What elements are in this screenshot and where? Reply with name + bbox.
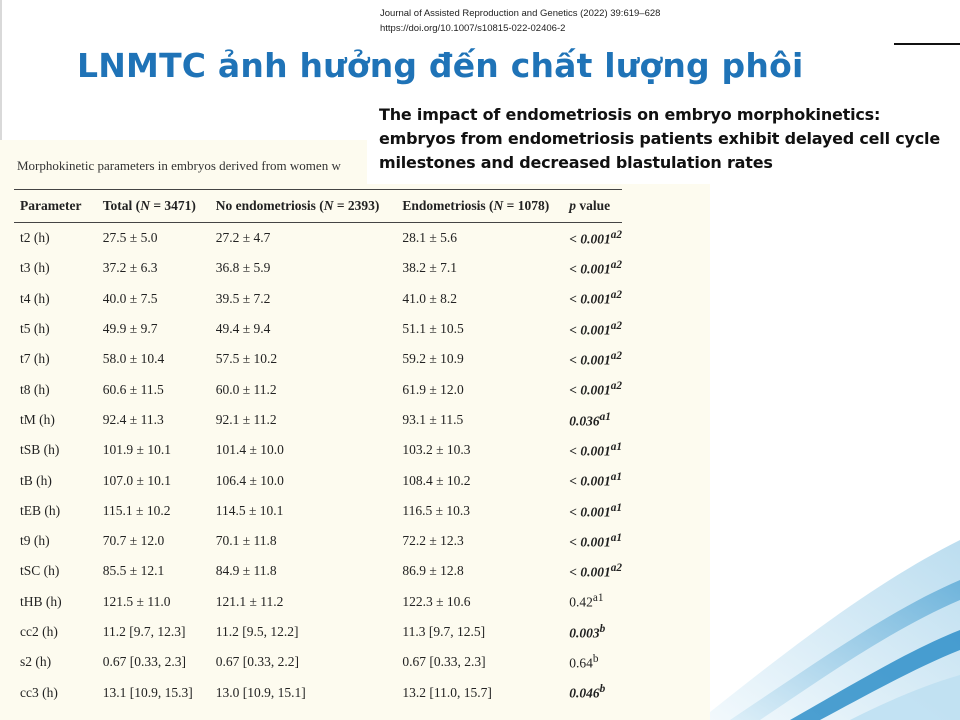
cell-parameter: tEB (h) [20,502,61,518]
cell-p-value [563,556,622,586]
p-value-footnote: a1 [610,440,622,453]
p-value-text: 0.64 [569,655,593,671]
p-value-text: < 0.001 [569,564,611,580]
table-caption: Morphokinetic parameters in embryos derived from women w [17,158,341,173]
morphokinetic-table [14,189,622,708]
p-value-text: < 0.001 [569,352,611,368]
cell-total: 60.6 ± 11.5 [102,381,164,397]
p-value-footnote: a2 [610,380,622,393]
table-row [14,526,622,556]
cell-endometriosis: 28.1 ± 5.6 [402,230,458,246]
cell-total: 107.0 ± 10.1 [102,472,171,488]
cell-no-endometriosis: 60.0 ± 11.2 [215,381,277,397]
table-header-row [14,190,622,223]
cell-total: 70.7 ± 12.0 [102,533,165,549]
cell-parameter: cc3 (h) [20,684,58,700]
cell-total: 37.2 ± 6.3 [102,260,158,276]
cell-no-endometriosis: 92.1 ± 11.2 [215,411,277,427]
cell-p-value [563,526,622,556]
p-value-footnote: a2 [610,562,622,575]
table-row [14,617,622,647]
cell-no-endometriosis: 70.1 ± 11.8 [215,533,277,549]
p-value-text: < 0.001 [569,231,611,247]
slide-title: LNMTC ảnh hưởng đến chất lượng phôi [77,46,804,85]
p-value-text: < 0.001 [569,534,611,550]
p-value-footnote: a2 [610,259,622,272]
cell-total: 40.0 ± 7.5 [102,290,158,306]
cell-total: 13.1 [10.9, 15.3] [102,684,193,700]
cell-p-value [563,587,622,617]
cell-no-endometriosis: 36.8 ± 5.9 [215,260,271,276]
cell-total: 101.9 ± 10.1 [102,442,171,458]
cell-p-value [563,253,622,283]
cell-no-endometriosis: 106.4 ± 10.0 [215,472,284,488]
table-row [14,405,622,435]
cell-parameter: t9 (h) [20,533,50,549]
cell-p-value [563,617,622,647]
p-value-footnote: a2 [610,319,622,332]
p-value-footnote: a1 [610,531,622,544]
cell-endometriosis: 41.0 ± 8.2 [402,290,458,306]
cell-endometriosis: 72.2 ± 12.3 [402,533,464,549]
cell-no-endometriosis: 13.0 [10.9, 15.1] [215,684,306,700]
cell-no-endometriosis: 121.1 ± 11.2 [215,593,284,609]
table-row [14,587,622,617]
cell-endometriosis: 116.5 ± 10.3 [402,502,471,518]
table-row [14,496,622,526]
cell-endometriosis: 38.2 ± 7.1 [402,260,458,276]
cell-total: 121.5 ± 11.0 [102,593,171,609]
cell-parameter: cc2 (h) [20,624,58,639]
p-value-text: < 0.001 [569,261,611,277]
cell-parameter: t2 (h) [20,230,50,246]
journal-citation [372,0,960,38]
cell-no-endometriosis: 11.2 [9.5, 12.2] [215,624,299,639]
cell-no-endometriosis: 101.4 ± 10.0 [215,442,284,458]
cell-endometriosis: 103.2 ± 10.3 [402,442,471,458]
cell-no-endometriosis: 57.5 ± 10.2 [215,351,278,367]
p-value-text: < 0.001 [569,322,611,338]
table-row [14,556,622,586]
cell-no-endometriosis: 39.5 ± 7.2 [215,290,271,306]
p-value-footnote: a1 [610,471,622,484]
cell-p-value [563,435,622,465]
table-row [14,223,622,254]
cell-endometriosis: 51.1 ± 10.5 [402,321,464,337]
table-row [14,374,622,404]
cell-parameter: tHB (h) [20,593,62,609]
cell-endometriosis: 61.9 ± 12.0 [402,381,464,397]
cell-endometriosis: 122.3 ± 10.6 [402,593,471,609]
cell-total: 0.67 [0.33, 2.3] [102,654,187,670]
cell-no-endometriosis: 49.4 ± 9.4 [215,321,271,337]
cell-parameter: tB (h) [20,472,52,488]
cell-total: 11.2 [9.7, 12.3] [102,624,186,639]
cell-endometriosis: 93.1 ± 11.5 [402,411,464,427]
cell-no-endometriosis: 0.67 [0.33, 2.2] [215,654,299,670]
table-row [14,284,622,314]
cell-parameter: tSC (h) [20,563,60,579]
p-value-footnote: a2 [610,289,622,302]
paper-title: The impact of endometriosis on embryo morphokinetics: embryos from endometriosis patients exhibit delayed cell cycle milestones and decreased blastulation rates [379,105,940,172]
table-row [14,647,622,677]
cell-parameter: tM (h) [20,411,55,427]
p-value-footnote: b [599,622,606,635]
cell-parameter: t3 (h) [20,260,50,276]
header-no-endometriosis: No endometriosis (N = 2393) [215,198,380,213]
table-row [14,314,622,344]
table-row [14,677,622,707]
cell-endometriosis: 11.3 [9.7, 12.5] [402,624,486,639]
doi-line: https://doi.org/10.1007/s10815-022-02406-2 [380,23,566,34]
cell-total: 85.5 ± 12.1 [102,563,165,579]
p-value-footnote: a1 [610,501,622,514]
cell-total: 115.1 ± 10.2 [102,502,171,518]
slide-edge-line [0,0,2,140]
cell-parameter: t7 (h) [20,351,50,367]
cell-parameter: s2 (h) [20,654,52,670]
cell-total: 58.0 ± 10.4 [102,351,165,367]
cell-total: 27.5 ± 5.0 [102,230,158,246]
header-p-value: p value [569,198,611,213]
p-value-text: 0.046 [569,685,600,701]
cell-p-value [563,314,622,344]
table-body [14,223,622,708]
header-total: Total (N = 3471) [102,198,196,213]
cell-p-value [563,677,622,707]
p-value-text: 0.42 [569,594,593,610]
p-value-footnote: a1 [592,592,604,605]
p-value-footnote: a2 [610,228,622,241]
header-rule [894,43,960,45]
cell-endometriosis: 86.9 ± 12.8 [402,563,464,579]
p-value-text: < 0.001 [569,382,611,398]
cell-p-value [563,284,622,314]
cell-p-value [563,465,622,495]
table-row [14,253,622,283]
cell-p-value [563,647,622,677]
cell-total: 49.9 ± 9.7 [102,321,158,337]
p-value-text: 0.036 [569,413,600,429]
table-row [14,435,622,465]
p-value-footnote: b [599,683,606,696]
cell-p-value [563,405,622,435]
p-value-footnote: a2 [610,350,622,363]
p-value-footnote: b [592,653,599,666]
cell-parameter: t4 (h) [20,290,50,306]
p-value-text: 0.003 [569,625,600,641]
cell-endometriosis: 108.4 ± 10.2 [402,472,471,488]
p-value-text: < 0.001 [569,443,611,459]
table-row [14,465,622,495]
p-value-text: < 0.001 [569,504,611,520]
cell-total: 92.4 ± 11.3 [102,411,164,427]
cell-parameter: t8 (h) [20,381,50,397]
p-value-text: < 0.001 [569,473,611,489]
journal-line: Journal of Assisted Reproduction and Genetics (2022) 39:619–628 [380,8,661,19]
cell-endometriosis: 59.2 ± 10.9 [402,351,464,367]
p-value-text: < 0.001 [569,291,611,307]
cell-parameter: t5 (h) [20,321,50,337]
cell-p-value [563,496,622,526]
table-row [14,344,622,374]
cell-p-value [563,344,622,374]
cell-endometriosis: 0.67 [0.33, 2.3] [402,654,486,670]
cell-parameter: tSB (h) [20,442,60,458]
p-value-footnote: a1 [599,410,611,423]
cell-no-endometriosis: 84.9 ± 11.8 [215,563,277,579]
cell-p-value [563,223,622,254]
cell-p-value [563,374,622,404]
cell-endometriosis: 13.2 [11.0, 15.7] [402,684,492,700]
header-parameter: Parameter [20,198,82,213]
cell-no-endometriosis: 114.5 ± 10.1 [215,502,284,518]
header-endometriosis: Endometriosis (N = 1078) [402,198,550,213]
cell-no-endometriosis: 27.2 ± 4.7 [215,230,271,246]
